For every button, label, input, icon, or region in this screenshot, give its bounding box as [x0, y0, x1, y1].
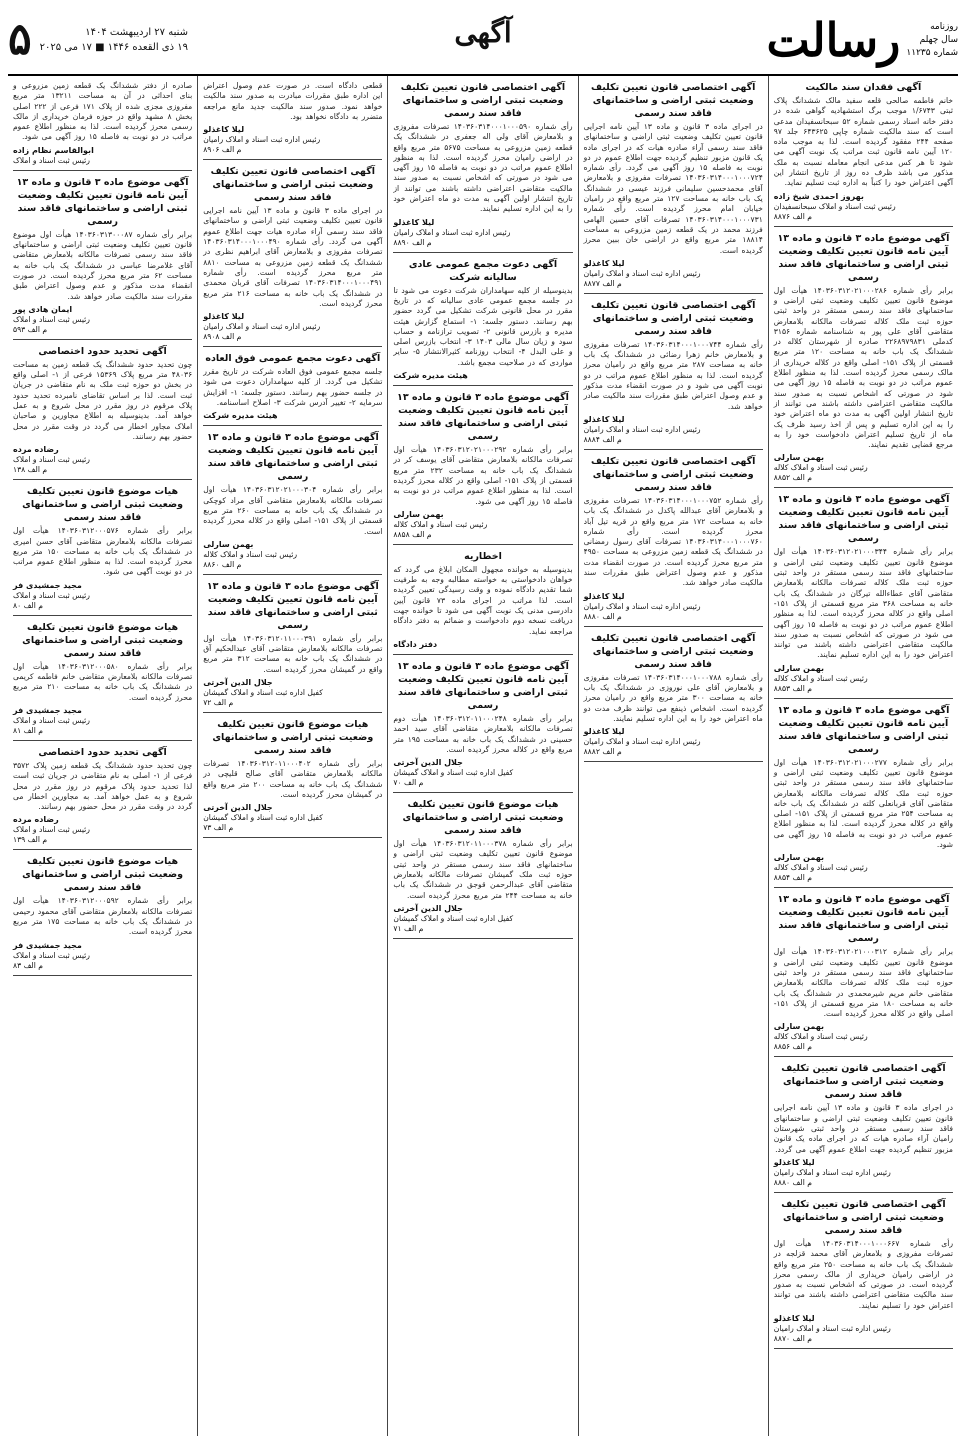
- ad-signatory: بهمن سارلی: [773, 663, 825, 673]
- ad-body: صادره از دفتر ششدانگ یک قطعه زمین مزروعی و بنای احداثی در آن به مساحت ۱۳۲۱۱ متر مربع مفروزی مجزی شده از پلاک ۱۷۱ فرعی از ۲۲۲ اصلی بخش ۸ مشهد واقع در حوزه فرمان خریداری از مالک رسمی محرز گردیده است. لذا به منظور اطلاع عموم مراتب در دو نوبت به فاصله ۱۵ روز آگهی می شود.: [12, 81, 193, 142]
- ad-title: هیات موضوع قانون تعیین تکلیف وضعیت ثبتی اراضی و ساختمانهای فاقد سند رسمی: [22, 856, 184, 894]
- ad-body: چون تحدید حدود ششدانگ یک قطعه زمین به مساحت ۴۸۰۳۶ متر مربع پلاک ۱۵۳۶۹ فرعی از ۱- اصلی واقع در بخش دو حوزه ثبت ملک به نام متقاضی در جریان ثبت است. لذا بر اساس تقاضای نامبرده تحدید حدود پلاک مرقوم در روز مقرر در محل شروع و به عمل خواهد آمد. بدینوسیله به اطلاع مجاورین و صاحبان املاک مجاور اخطار می گردد در وقت مقرر در محل حضور بهم رسانند.: [12, 359, 193, 441]
- ad-notice: [774, 491, 953, 698]
- ad-office: رئیس ثبت اسناد و املاک: [12, 950, 90, 960]
- ad-body: برابر رأی شماره ۱۴۰۳۶۰۳۱۲۰۱۱۰۰۰۳۷۸ هیأت اول موضوع قانون تعیین تکلیف وضعیت ثبتی اراضی و ساختمانهای فاقد سند رسمی مستقر در واحد ثبتی حوزه ثبت ملک گمیشان تصرفات مالکانه بلامعارض متقاضی آقای عبدالرحمن قوجق در ششدانگ یک باب خانه به مساحت ۲۴۴ متر مربع محرز گردیده است.: [393, 839, 573, 900]
- date-line-2: ۱۹ ذی القعده ۱۴۴۶ ■ ۱۷ می ۲۰۲۵: [39, 42, 188, 53]
- ad-notice: [393, 79, 572, 253]
- ad-signatory: جلال الدین آخرتی: [203, 803, 273, 813]
- ad-column: [768, 76, 958, 1436]
- ad-title: آگهی دعوت مجمع عمومی فوق العاده: [205, 353, 381, 365]
- ad-signatory: لیلا کاغذلو: [583, 258, 625, 268]
- ad-office: رئیس اداره ثبت اسناد و املاک رامیان: [203, 135, 321, 145]
- ad-column: [8, 76, 197, 1436]
- ad-signatory: جلال الدین آخرتی: [203, 678, 273, 688]
- ad-body: چون تحدید حدود ششدانگ یک قطعه زمین پلاک ۳۵۷۲ فرعی از ۱- اصلی به نام متقاضی در جریان ثبت است لذا تحدید حدود پلاک مرقوم در روز مقرر در محل شروع و به عمل خواهد آمد. به مجاورین اخطار می گردد در وقت مقرر در محل حضور بهم رسانند.: [12, 760, 193, 812]
- ad-signatory: جلال الدین آخرتی: [393, 903, 463, 913]
- ad-code: م الف ۸۸۷۰: [773, 1334, 812, 1343]
- issue-box: [8, 14, 188, 65]
- ad-body: در اجرای ماده ۳ قانون و ماده ۱۳ آیین نامه اجرایی قانون تعیین تکلیف وضعیت ثبتی اراضی و ساختمانهای فاقد سند رسمی آراء صادره هیات جهت اطلاع عموم آگهی می گردد. رأی شماره ۱۴۰۳۶۰۳۱۴۰۰۰۱۰۰۰۴۹۰ تصرفات مفروزی و بلامعارض آقای ابراهیم نظری در ششدانگ یک قطعه زمین مزروعی به مساحت ۸۸۱۰ متر مربع محرز گردیده است. رأی شماره ۱۴۰۳۶۰۳۱۴۰۰۰۱۰۰۰۴۹۱ تصرفات آقای قربان محمدی در ششدانگ یک باب خانه به مساحت ۲۱۶ متر مربع محرز گردیده است.: [203, 206, 383, 308]
- ad-notice: [393, 389, 572, 545]
- ad-office: رئیس اداره ثبت اسناد و املاک رامیان: [203, 322, 321, 332]
- ad-signatory: هیئت مدیره شرکت: [393, 371, 468, 381]
- ad-signatory: رضاده مرده: [12, 815, 59, 825]
- ad-code: م الف ۸۱: [12, 725, 43, 735]
- ad-title: آگهی فقدان سند مالکیت: [805, 82, 922, 93]
- ad-code: م الف ۸۸۵۳: [773, 683, 812, 693]
- ad-code: م الف ۸۹۰۸: [203, 332, 242, 342]
- ad-notice: [203, 350, 382, 426]
- ad-title: هیات موضوع قانون تعیین تکلیف وضعیت ثبتی اراضی و ساختمانهای فاقد سند رسمی: [22, 486, 184, 524]
- ad-title: آگهی موضوع ماده ۳ قانون و ماده ۱۳ آیین نامه قانون تعیین تکلیف وضعیت ثبتی اراضی و ساختمانهای فاقد سند رسمی: [16, 176, 189, 227]
- ad-signatory: بهمن سارلی: [773, 453, 825, 463]
- ad-notice: [13, 343, 192, 480]
- page-number: ۵: [8, 14, 32, 65]
- ad-notice: [13, 79, 192, 171]
- ad-office: رئیس ثبت اسناد و املاک: [12, 455, 90, 465]
- ad-signatory: مجید جمشیدی فر: [12, 705, 82, 715]
- ad-code: م الف ۸۸۸۰: [773, 1177, 812, 1187]
- ad-office: رئیس اداره ثبت اسناد و املاک رامیان: [583, 737, 701, 747]
- ad-title: آگهی موضوع ماده ۳ قانون و ماده ۱۳ آیین نامه قانون تعیین تکلیف وضعیت ثبتی اراضی و ساختمانهای فاقد سند رسمی: [777, 232, 950, 283]
- ad-body: برابر رأی شماره ۱۴۰۳۶۰۳۱۲۰۲۱۰۰۰۲۹۲ هیأت اول تصرفات مالکانه بلامعارض متقاضی آقای یوسف کر در ششدانگ یک باب خانه به مساحت ۲۳۲ متر مربع قسمتی از پلاک ۱۵۱- اصلی واقع در کلاله محرز گردیده است. لذا به منظور اطلاع عموم مراتب در دو نوبت به فاصله ۱۵ روز آگهی می شود.: [393, 445, 573, 506]
- ad-body: بدینوسیله از کلیه سهامداران شرکت دعوت می شود تا در جلسه مجمع عمومی عادی سالیانه که در تاریخ مقرر در محل قانونی شرکت تشکیل می گردد حضور بهم رسانند. دستور جلسه: ۱- استماع گزارش هیئت مدیره و بازرس قانونی ۲- تصویب ترازنامه و حساب سود و زیان سال مالی ۱۴۰۳ ۳- انتخاب بازرس اصلی و علی البدل ۴- انتخاب روزنامه کثیرالانتشار ۵- سایر مواردی که در صلاحیت مجمع باشد.: [393, 285, 573, 367]
- ad-body: برابر رأی شماره ۱۴۰۳۶۰۳۱۲۰۲۱۰۰۰۳۰۴ هیأت اول تصرفات مالکانه بلامعارض متقاضی آقای مراد کوچکی در ششدانگ یک باب خانه به مساحت ۲۶۰ متر مربع قسمتی از پلاک ۱۵۱- اصلی واقع در کلاله محرز گردیده است.: [203, 485, 383, 536]
- ad-code: م الف ۸۸۵۲: [773, 473, 812, 483]
- ad-code: م الف ۷۱: [393, 923, 424, 933]
- ad-code: م الف ۸۹۰۶: [203, 145, 242, 155]
- ad-office: رئیس ثبت اسناد و املاک: [12, 590, 90, 600]
- ad-office: رئیس اداره ثبت اسناد و املاک رامیان: [773, 1167, 891, 1177]
- ad-body: برابر رأی شماره ۱۴۰۳۶۰۳۱۲۰۱۱۰۰۰۴۰۲ تصرفات مالکانه بلامعارض متقاضی آقای صالح قلیچی در ششدانگ یک باب خانه به مساحت ۲۰۰ متر مربع واقع در گمیشان محرز گردیده است.: [203, 759, 383, 799]
- ad-column: [197, 76, 387, 1436]
- ad-code: م الف ۷۳: [203, 823, 234, 833]
- ad-signatory: لیلا کاغذلو: [203, 312, 245, 322]
- ad-signatory: بهمن سارلی: [773, 853, 825, 863]
- ad-office: رئیس ثبت اسناد و املاک کلاله: [773, 863, 868, 873]
- ad-signatory: مجید جمشیدی فر: [12, 580, 82, 590]
- ad-code: م الف ۸۳: [12, 960, 43, 970]
- ad-notice: [774, 79, 953, 227]
- ad-body: برابر رأی شماره ۱۴۰۳۶۰۳۱۲۰۲۱۰۰۰۳۴۴ هیأت اول موضوع قانون تعیین تکلیف وضعیت ثبتی اراضی و ساختمانهای فاقد سند رسمی مستقر در واحد ثبتی حوزه ثبت ملک کلاله تصرفات مالکانه بلامعارض متقاضی آقای عطاءالله تیرگان در ششدانگ یک باب خانه به مساحت ۳۶۸ متر مربع قسمتی از پلاک ۱۵۱- اصلی واقع در کلاله محرز گردیده است. لذا به منظور اطلاع عموم مراتب در دو نوبت به فاصله ۱۵ روز آگهی می شود در صورتی که اشخاص نسبت به صدور سند مالکیت متقاضی اعتراضی داشته باشند می توانند اعتراض خود را به این اداره تسلیم نمایند.: [773, 547, 954, 660]
- ad-notice: [584, 453, 763, 627]
- ad-notice: [13, 174, 192, 340]
- ad-notice: [393, 548, 572, 655]
- ad-signatory: بهروز احمدی شیخ زاده: [773, 191, 864, 201]
- ad-code: م الف ۸۸۵۸: [393, 529, 432, 539]
- ad-notice: [393, 256, 572, 386]
- ad-body: برابر رأی شماره ۱۴۰۳۶۰۳۱۳۰۰۰۸۷ هیأت اول موضوع قانون تعیین تکلیف وضعیت ثبتی اراضی و ساختمانهای فاقد سند رسمی تصرفات مالکانه بلامعارض متقاضی آقای غلامرضا عباسی در ششدانگ یک باب خانه به مساحت ۶۲ متر مربع محرز گردیده است. در صورت انقضاء مدت مذکور و عدم وصول اعتراض طبق مقررات سند مالکیت صادر خواهد شد.: [12, 229, 193, 301]
- ad-body: جلسه مجمع عمومی فوق العاده شرکت در تاریخ مقرر تشکیل می گردد. از کلیه سهامداران دعوت می شود در جلسه حضور بهم رسانند. دستور جلسه: ۱- افزایش سرمایه ۲- تغییر آدرس شرکت ۳- اصلاح اساسنامه.: [203, 367, 383, 408]
- ad-signatory: لیلا کاغذلو: [583, 727, 625, 737]
- ad-body: رأی شماره ۱۴۰۳۶۰۳۱۴۰۰۰۱۰۰۰۷۸۸ تصرفات مفروزی و بلامعارض آقای علی نوروزی در ششدانگ یک باب خانه به مساحت ۳۰۰ متر مربع واقع در رامیان محرز گردیده است. اشخاص ذینفع می توانند ظرف مدت دو ماه اعتراض خود را به این اداره تسلیم نمایند.: [583, 672, 763, 723]
- ad-office: رئیس ثبت اسناد و املاک کلاله: [773, 673, 868, 683]
- ad-code: م الف ۸۸۵۶: [773, 1042, 812, 1052]
- ad-body: برابر رأی شماره ۱۴۰۳۶۰۳۱۲۰۰۰۵۹۲ هیأت اول تصرفات مالکانه بلامعارض متقاضی آقای محمود رحیمی در ششدانگ یک باب خانه به مساحت ۱۷۵ متر مربع محرز گردیده است.: [12, 896, 193, 937]
- ad-code: م الف ۸۰: [12, 600, 43, 610]
- ad-notice: [774, 702, 953, 889]
- ad-signatory: جلال الدین آخرتی: [393, 758, 463, 768]
- ad-body: خانم فاطمه صالحی قلعه سفید مالک ششدانگ پلاک ثبتی ۱/۶۷۴۳ موجب برگ استشهادیه گواهی شده در دفتر خانه اسناد رسمی شماره ۵۲ سبحانسفیدان مدعی است که سند مالکیت شماره چاپی ۶۴۳۶۲۵ جلد ۹۷ صفحه ۲۴۴ مفقود گردیده است. لذا به موجب ماده ۱۲۰ آیین نامه قانون ثبت مراتب یک نوبت آگهی می شود تا هر کس مدعی انجام معامله نسبت به ملک مذکور می باشد ظرف ده روز از تاریخ انتشار این آگهی اعتراض خود را کتباً به اداره ثبت تسلیم نماید.: [773, 96, 953, 188]
- ad-body: برابر رأی شماره ۱۴۰۳۶۰۳۱۲۰۲۱۰۰۰۳۱۲ هیأت اول موضوع قانون تعیین تکلیف وضعیت ثبتی اراضی و ساختمانهای فاقد سند رسمی مستقر در واحد ثبتی حوزه ثبت ملک کلاله تصرفات مالکانه بلامعارض متقاضی خانم مریم شیرمحمدی در ششدانگ یک باب خانه به مساحت ۱۸۰ متر مربع قسمتی از پلاک ۱۵۱- اصلی واقع در کلاله محرز گردیده است.: [773, 947, 953, 1019]
- section-title: آگهی: [454, 16, 512, 49]
- ad-notice: [584, 630, 763, 762]
- ad-code: م الف ۸۸۷۷: [583, 278, 622, 288]
- ad-signatory: بهمن سارلی: [203, 539, 254, 549]
- ad-body: رأی شماره ۱۴۰۳۶۰۳۱۴۰۰۰۱۰۰۰۷۵۲ تصرفات مفروزی و بلامعارض آقای عبدالله پاکدل در ششدانگ یک باب خانه به مساحت ۱۷۲ متر مربع واقع در قریه تیل آباد محرز گردیده است. رأی شماره ۱۴۰۳۶۰۳۱۴۰۰۰۱۰۰۰۷۶۰ تصرفات آقای رسول رمضانی در ششدانگ یک قطعه زمین مزروعی به مساحت ۴۹۵۰ متر مربع محرز گردیده است. در صورت انقضاء مدت مذکور و عدم وصول اعتراض طبق مقررات سند مالکیت صادر خواهد شد.: [583, 495, 763, 588]
- ad-office: رئیس اداره ثبت اسناد و املاک رامیان: [583, 601, 701, 611]
- ad-title: آگهی اختصاصی قانون تعیین تکلیف وضعیت ثبتی اراضی و ساختمانهای فاقد سند رسمی: [590, 455, 756, 493]
- ad-columns: [8, 76, 958, 1436]
- ad-notice: [584, 297, 763, 450]
- ad-office: رئیس ثبت اسناد و املاک کلاله: [773, 463, 868, 473]
- ad-title: آگهی موضوع ماده ۳ قانون و ماده ۱۳ آیین نامه قانون تعیین تکلیف وضعیت ثبتی اراضی و ساختمانهای فاقد سند رسمی: [397, 660, 569, 711]
- ad-body: برابر رأی شماره ۱۴۰۳۶۰۳۱۲۰۱۱۰۰۰۳۹۱ هیأت اول تصرفات مالکانه بلامعارض متقاضی آقای عبدالحکیم آق در ششدانگ یک باب خانه به مساحت ۳۱۲ متر مربع واقع در گمیشان محرز گردیده است.: [203, 633, 383, 674]
- ad-code: م الف ۷۰: [393, 778, 424, 788]
- ad-office: رئیس ثبت اسناد و املاک سبحانسفیدان: [773, 201, 896, 211]
- ad-notice: [584, 79, 763, 294]
- ad-code: م الف ۵۹۳: [12, 324, 48, 334]
- ad-signatory: دفتر دادگاه: [393, 639, 438, 649]
- ad-title: آگهی موضوع ماده ۳ قانون و ماده ۱۳ آیین نامه قانون تعیین تکلیف وضعیت ثبتی اراضی و ساختمانهای فاقد سند رسمی: [777, 704, 950, 755]
- ad-title: آگهی موضوع ماده ۳ قانون و ماده ۱۳ آیین نامه قانون تعیین تکلیف وضعیت ثبتی اراضی و ساختمانهای فاقد سند رسمی: [777, 494, 950, 545]
- ad-code: م الف ۸۸۵۴: [773, 873, 812, 883]
- ad-title: آگهی تحدید حدود اختصاصی: [38, 746, 167, 758]
- ad-body: برابر رأی شماره ۱۴۰۳۶۰۳۱۲۰۰۰۵۷۶ هیأت اول تصرفات مالکانه بلامعارض متقاضی آقای حسن امیری در ششدانگ یک باب خانه به مساحت ۱۵۰ متر مربع محرز گردیده است. لذا به منظور اطلاع عموم مراتب در دو نوبت آگهی می شود.: [12, 526, 193, 577]
- ad-title: اخطاریه: [464, 550, 502, 562]
- ad-body: رأی شماره ۱۴۰۳۶۰۳۱۴۰۰۰۱۰۰۰۷۴۴ تصرفات مفروزی و بلامعارض خانم زهرا رضائی در ششدانگ یک باب خانه به مساحت ۲۸۷ متر مربع واقع در رامیان محرز گردیده است. لذا به منظور اطلاع عموم مراتب در دو نوبت آگهی می شود و در صورت انقضاء مدت مذکور و عدم وصول اعتراض طبق مقررات سند مالکیت صادر خواهد شد.: [583, 339, 763, 411]
- ad-office: رئیس اداره ثبت اسناد و املاک رامیان: [773, 1324, 891, 1333]
- ad-signatory: لیلا کاغذلو: [393, 217, 435, 227]
- ad-title: آگهی اختصاصی قانون تعیین تکلیف وضعیت ثبتی اراضی و ساختمانهای فاقد سند رسمی: [781, 1063, 946, 1101]
- ad-title: آگهی دعوت مجمع عمومی عادی سالیانه شرکت: [408, 258, 558, 283]
- ad-code: م الف ۸۸۸۰: [583, 611, 622, 621]
- ad-signatory: هیئت مدیره شرکت: [203, 411, 278, 421]
- ad-column: [387, 76, 577, 1436]
- ad-notice: [393, 796, 572, 939]
- ad-title: آگهی اختصاصی قانون تعیین تکلیف وضعیت ثبتی اراضی و ساختمانهای فاقد سند رسمی: [210, 166, 375, 204]
- ad-office: رئیس ثبت اسناد و املاک کلاله: [393, 519, 488, 529]
- ad-code: م الف ۱۳۹: [12, 835, 48, 845]
- year-label: سال چهلم: [919, 34, 958, 45]
- ad-title: آگهی اختصاصی قانون تعیین تکلیف وضعیت ثبتی اراضی و ساختمانهای فاقد سند رسمی: [590, 299, 756, 337]
- ad-signatory: ابوالقاسم نظام زاده: [12, 145, 94, 155]
- ad-notice: [13, 483, 192, 615]
- ad-title: آگهی اختصاصی قانون تعیین تکلیف وضعیت ثبتی اراضی و ساختمانهای فاقد سند رسمی: [590, 632, 756, 670]
- date-line-1: شنبه ۲۷ اردیبهشت ۱۴۰۴: [85, 27, 188, 38]
- ad-title: آگهی موضوع ماده ۳ قانون و ماده ۱۳ آیین نامه قانون تعیین تکلیف وضعیت ثبتی اراضی و ساختمانهای فاقد سند رسمی: [206, 580, 379, 631]
- ad-office: رئیس ثبت اسناد و املاک کلاله: [203, 549, 298, 559]
- ad-column: [578, 76, 768, 1436]
- logo-meta: [906, 21, 958, 60]
- ad-title: آگهی تحدید حدود اختصاصی: [38, 345, 167, 357]
- ad-code: م الف ۸۸۸۲: [583, 747, 622, 757]
- ad-signatory: لیلا کاغذلو: [773, 1157, 815, 1167]
- ad-signatory: مجید جمشیدی فر: [12, 940, 82, 950]
- ad-notice: [203, 79, 382, 160]
- ad-title: آگهی موضوع ماده ۳ قانون و ماده ۱۳ آیین نامه قانون تعیین تکلیف وضعیت ثبتی اراضی و ساختمانهای فاقد سند رسمی: [397, 392, 569, 443]
- ad-signatory: لیلا کاغذلو: [203, 125, 245, 135]
- ad-office: رئیس ثبت اسناد و املاک: [12, 825, 90, 835]
- ad-office: کفیل اداره ثبت اسناد و املاک گمیشان: [203, 813, 323, 823]
- ad-title: آگهی موضوع ماده ۳ قانون و ماده ۱۳ آیین نامه قانون تعیین تکلیف وضعیت ثبتی اراضی و ساختمانهای فاقد سند رسمی: [206, 432, 379, 483]
- ad-code: م الف ۷۲: [203, 698, 234, 708]
- ad-notice: [393, 658, 572, 793]
- ad-notice: [13, 619, 192, 741]
- ad-notice: [13, 853, 192, 975]
- ad-body: برابر رأی شماره ۱۴۰۳۶۰۳۱۲۰۲۱۰۰۰۲۸۶ هیأت اول موضوع قانون تعیین تکلیف وضعیت ثبتی اراضی و ساختمانهای فاقد سند رسمی مستقر در واحد ثبتی حوزه ثبت ملک کلاله تصرفات مالکانه بلامعارض متقاضی آقای علی پور به شناسنامه شماره ۳۱۵۶ کدملی ۲۲۶۸۹۷۹۸۳۱ صادره از شهرستان کلاله در ششدانگ یک باب خانه به مساحت ۱۲۰ متر مربع قسمتی از پلاک ۱۵۱- اصلی واقع در کلاله خریداری از مالک رسمی محرز گردیده است. لذا به منظور اطلاع عموم مراتب در دو نوبت به فاصله ۱۵ روز آگهی می شود در صورتی که اشخاص نسبت به صدور سند مالکیت متقاضی اعتراضی داشته باشند می توانند از تاریخ انتشار اولین آگهی به مدت دو ماه اعتراض خود را به این اداره تسلیم و پس از اخذ رسید ظرف یک ماه از تاریخ تسلیم اعتراض دادخواست خود را به مرجع قضایی تقدیم نمایند.: [773, 285, 954, 450]
- ad-title: هیات موضوع قانون تعیین تکلیف وضعیت ثبتی اراضی و ساختمانهای فاقد سند رسمی: [402, 799, 564, 837]
- ad-office: رئیس ثبت اسناد و املاک کلاله: [773, 1032, 868, 1042]
- ad-body: برابر رأی شماره ۱۴۰۳۶۰۳۱۲۰۰۰۵۸۰ هیأت اول تصرفات مالکانه بلامعارض متقاضی خانم فاطمه کریمی در ششدانگ یک باب خانه به مساحت ۲۱۰ متر مربع محرز گردیده است.: [12, 661, 193, 702]
- ad-signatory: بهمن سارلی: [773, 1022, 825, 1032]
- ad-notice: [774, 230, 953, 489]
- ad-office: رئیس ثبت اسناد و املاک: [12, 314, 90, 324]
- daily-label: روزنامه: [930, 21, 958, 32]
- ad-code: م الف ۸۸۶۰: [203, 559, 242, 569]
- ad-body: برابر رأی شماره ۱۴۰۳۶۰۳۱۲۰۲۱۰۰۰۲۷۷ هیأت اول موضوع قانون تعیین تکلیف وضعیت ثبتی اراضی و ساختمانهای فاقد سند رسمی مستقر در واحد ثبتی حوزه ثبت ملک کلاله تصرفات مالکانه بلامعارض متقاضی آقای قربانعلی کلته در ششدانگ یک باب خانه به مساحت ۲۵۴ متر مربع قسمتی از پلاک ۱۵۱- اصلی واقع در کلاله محرز گردیده است. لذا به منظور اطلاع عموم مراتب در دو نوبت به فاصله ۱۵ روز آگهی می شود.: [773, 757, 953, 850]
- ad-body: رأی شماره ۱۴۰۳۶۰۳۱۴۰۰۰۱۰۰۰۵۹۰ تصرفات مفروزی و بلامعارض آقای ولی اله جعفری در ششدانگ یک قطعه زمین مزروعی به مساحت ۵۶۷۵ متر مربع واقع در اراضی رامیان محرز گردیده است. لذا به منظور اطلاع عموم مراتب در دو نوبت به فاصله ۱۵ روز آگهی می شود در صورتی که اشخاص نسبت به صدور سند مالکیت متقاضی اعتراضی داشته باشند می توانند از تاریخ انتشار اولین آگهی به مدت دو ماه اعتراض خود را به این اداره تسلیم نمایند.: [393, 122, 573, 214]
- ad-signatory: لیلا کاغذلو: [583, 414, 625, 424]
- ad-code: م الف ۸۸۷۶: [773, 211, 812, 221]
- ad-notice: [774, 1196, 953, 1349]
- ad-code: م الف ۸۸۹۰: [393, 237, 432, 247]
- ad-title: هیات موضوع قانون تعیین تکلیف وضعیت ثبتی اراضی و ساختمانهای فاقد سند رسمی: [212, 719, 374, 757]
- ad-title: آگهی اختصاصی قانون تعیین تکلیف وضعیت ثبتی اراضی و ساختمانهای فاقد سند رسمی: [781, 1198, 946, 1236]
- ad-notice: [774, 1060, 953, 1192]
- ad-body: برابر رأی شماره ۱۴۰۳۶۰۳۱۲۰۱۱۰۰۰۲۴۸ هیأت دوم تصرفات مالکانه بلامعارض متقاضی آقای سید احمد حسینی در ششدانگ یک باب خانه به مساحت ۱۹۵ متر مربع واقع در کلاله محرز گردیده است.: [393, 713, 573, 754]
- ad-office: رئیس اداره ثبت اسناد و املاک رامیان: [583, 424, 701, 434]
- ad-body: رأی شماره ۱۴۰۳۶۰۳۱۴۰۰۰۱۰۰۰۶۶۷ هیأت اول تصرفات مفروزی و بلامعارض آقای محمد قزلجه در ششدانگ یک باب خانه به مساحت ۲۵۰ متر مربع واقع در اراضی رامیان خریداری از مالک رسمی محرز گردیده است. در صورتی که اشخاص نسبت به صدور سند مالکیت متقاضی اعتراضی داشته باشند می توانند اعتراض خود را تسلیم نمایند.: [773, 1238, 953, 1310]
- ad-office: کفیل اداره ثبت اسناد و املاک گمیشان: [203, 688, 323, 698]
- ad-signatory: ایمان هادی پور: [12, 304, 73, 314]
- logo-block: [766, 13, 958, 67]
- ad-signatory: لیلا کاغذلو: [773, 1314, 815, 1323]
- ad-notice: [13, 744, 192, 850]
- ad-code: م الف ۱۳۸: [12, 465, 48, 475]
- ad-signatory: بهمن سارلی: [393, 509, 444, 519]
- ad-body: بدینوسیله به خوانده مجهول المکان ابلاغ می گردد که خواهان دادخواستی به خواسته مطالبه وجه به طرفیت شما تقدیم دادگاه نموده و وقت رسیدگی تعیین گردیده است. لذا مراتب در اجرای ماده ۷۳ قانون آیین دادرسی مدنی یک نوبت آگهی می شود تا خوانده جهت دریافت نسخه دوم دادخواست و ضمائم به دفتر دادگاه مراجعه نماید.: [393, 564, 573, 636]
- ad-office: رئیس اداره ثبت اسناد و املاک رامیان: [583, 268, 701, 278]
- ad-signatory: رضاده مرده: [12, 445, 59, 455]
- newspaper-logo: رسالت: [766, 13, 901, 67]
- ad-title: هیات موضوع قانون تعیین تکلیف وضعیت ثبتی اراضی و ساختمانهای فاقد سند رسمی: [22, 621, 184, 659]
- ad-notice: [203, 716, 382, 838]
- ad-office: کفیل اداره ثبت اسناد و املاک گمیشان: [393, 913, 514, 923]
- ad-notice: [203, 163, 382, 347]
- ad-office: رئیس ثبت اسناد و املاک: [12, 155, 90, 165]
- ad-notice: [203, 429, 382, 574]
- ad-title: آگهی اختصاصی قانون تعیین تکلیف وضعیت ثبتی اراضی و ساختمانهای فاقد سند رسمی: [400, 82, 566, 119]
- masthead: [8, 6, 958, 76]
- ad-title: آگهی موضوع ماده ۳ قانون و ماده ۱۳ آیین نامه قانون تعیین تکلیف وضعیت ثبتی اراضی و ساختمانهای فاقد سند رسمی: [777, 894, 950, 945]
- ad-office: رئیس اداره ثبت اسناد و املاک رامیان: [393, 227, 511, 237]
- ad-body: قطعی دادگاه است. در صورت عدم وصول اعتراض این اداره طبق مقررات مبادرت به صدور سند مالکیت خواهد نمود. صدور سند مالکیت جدید مانع مراجعه متضرر به دادگاه نخواهد بود.: [203, 81, 383, 121]
- ad-title: آگهی اختصاصی قانون تعیین تکلیف وضعیت ثبتی اراضی و ساختمانهای فاقد سند رسمی: [590, 82, 756, 119]
- ad-notice: [774, 891, 953, 1057]
- ad-notice: [203, 578, 382, 713]
- ad-code: م الف ۸۸۸۴: [583, 434, 622, 444]
- ad-body: در اجرای ماده ۳ قانون و ماده ۱۳ آیین نامه اجرایی قانون تعیین تکلیف وضعیت ثبتی اراضی و ساختمانهای فاقد سند رسمی مستقر در واحد ثبتی شهرستان رامیان آراء صادره هیات که در اجرای ماده یک قانون مزبور تنظیم گردیده جهت اطلاع عموم آگهی می گردد.: [773, 1103, 953, 1154]
- ad-office: رئیس ثبت اسناد و املاک: [12, 715, 90, 725]
- date-block: [40, 25, 188, 55]
- ad-office: کفیل اداره ثبت اسناد و املاک گمیشان: [393, 768, 514, 778]
- issue-label: شماره ۱۱۲۳۵: [906, 47, 958, 58]
- ad-body: در اجرای ماده ۳ قانون و ماده ۱۳ آیین نامه اجرایی قانون تعیین تکلیف وضعیت ثبتی اراضی و ساختمانهای فاقد سند رسمی آراء صادره هیات که در اجرای ماده یک قانون مزبور تنظیم گردیده جهت اطلاع عموم در دو نوبت به فاصله ۱۵ روز آگهی می گردد. رأی شماره ۱۴۰۳۶۰۳۱۴۰۰۰۱۰۰۰۷۲۴ تصرفات مفروزی و بلامعارض آقای محمدحسین سلیمانی فرزند عیسی در ششدانگ یک باب خانه به مساحت ۱۲۷ متر مربع واقع در رامیان خیابان امام محرز گردیده است. رأی شماره ۱۴۰۳۶۰۳۱۴۰۰۰۱۰۰۰۷۳۱ تصرفات آقای حسین الهامی فرزند محمد در یک قطعه زمین مزروعی به مساحت ۱۸۸۱۴ متر مربع واقع در اراضی خان ببین محرز گردیده است.: [583, 122, 763, 255]
- ad-signatory: لیلا کاغذلو: [583, 591, 625, 601]
